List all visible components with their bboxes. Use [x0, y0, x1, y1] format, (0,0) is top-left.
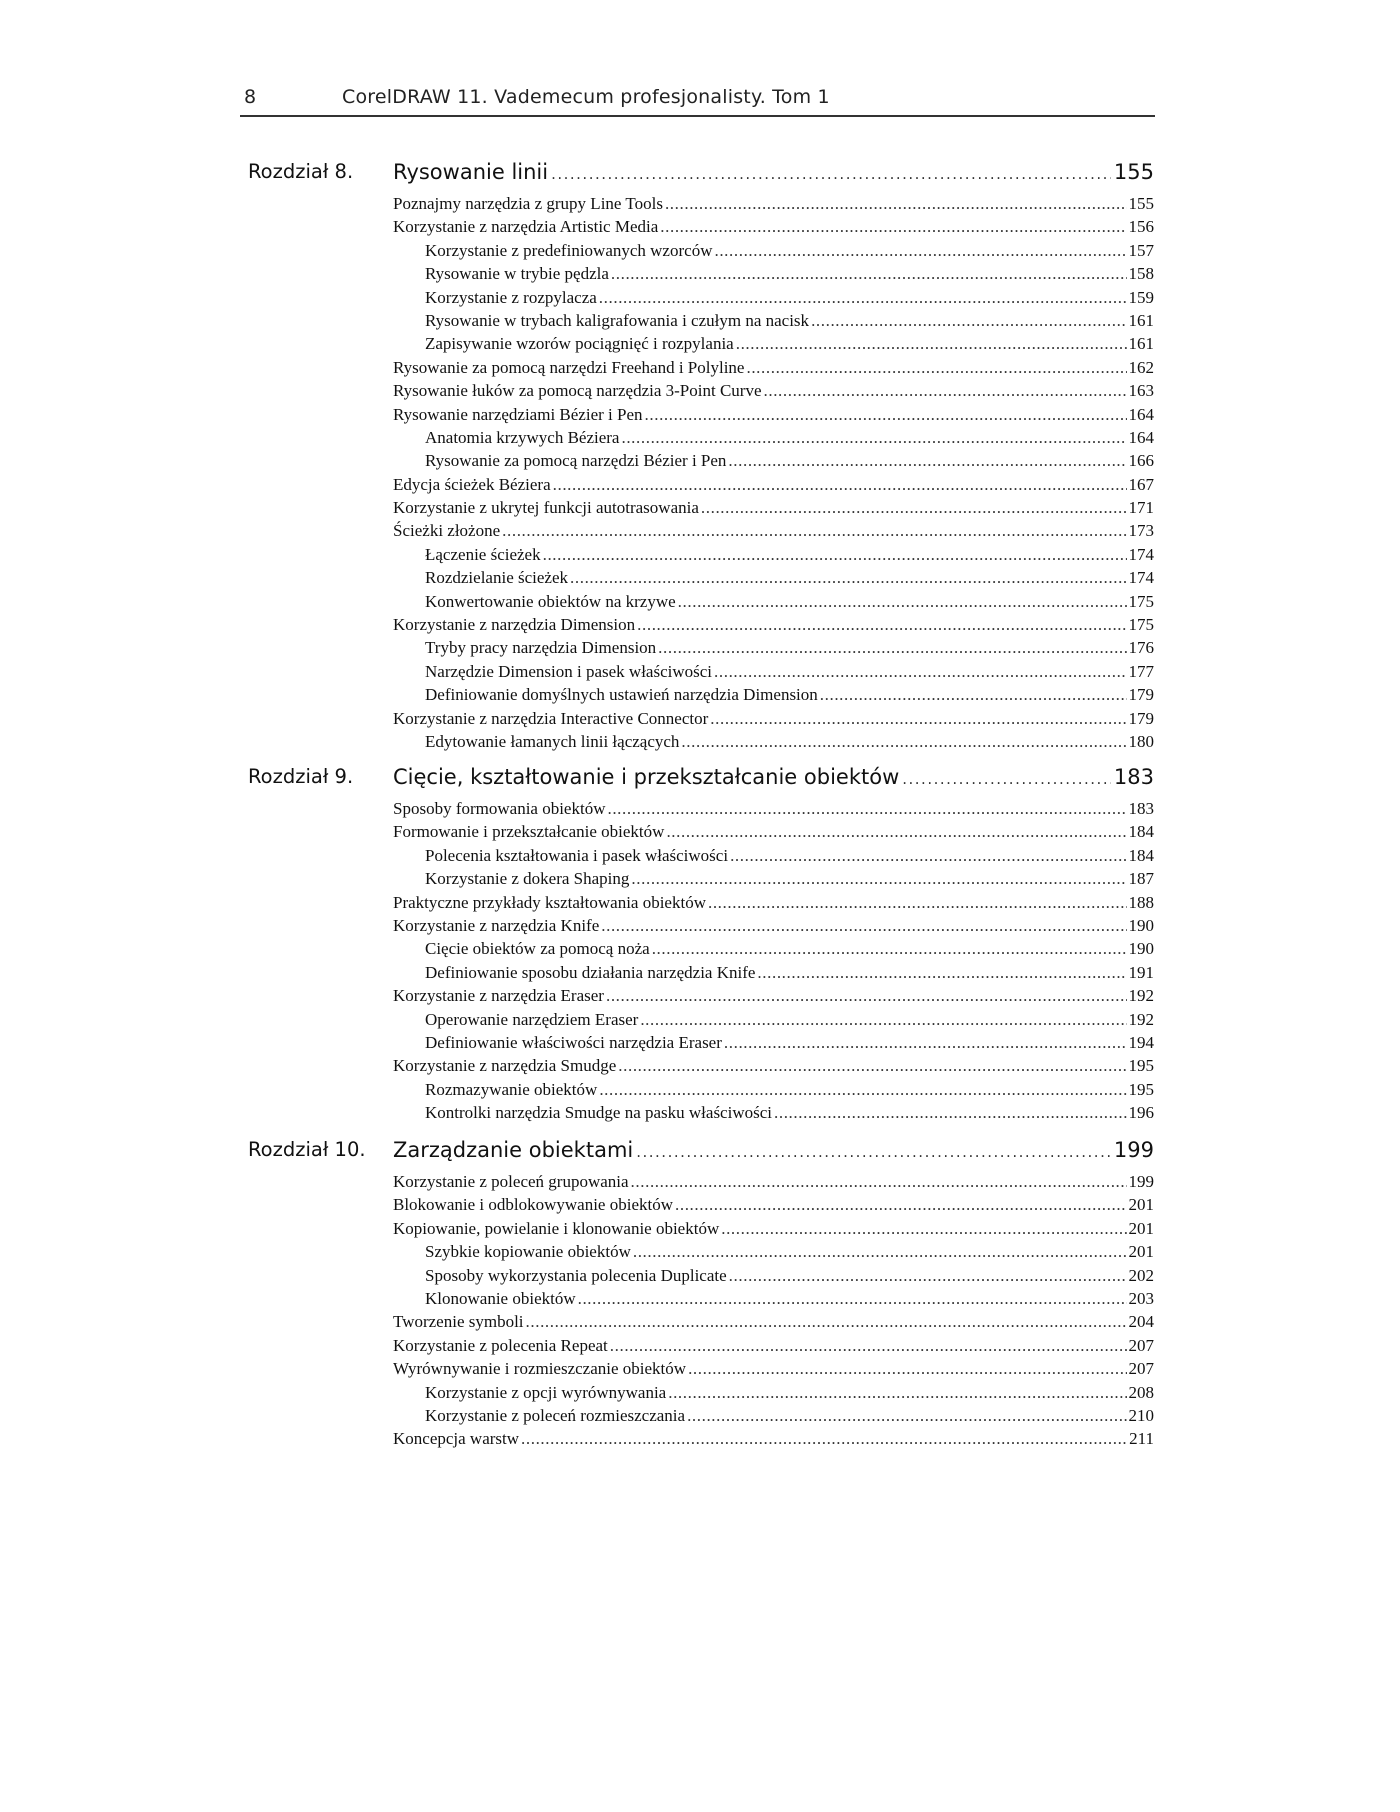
entry-page: 195: [1128, 1079, 1154, 1099]
entry-page: 174: [1128, 544, 1154, 564]
toc-section-entry: [393, 194, 1154, 217]
entry-page: 166: [1128, 451, 1154, 471]
toc-subsection-entry: [425, 545, 1154, 568]
chapter-label: Rozdział 8.: [248, 160, 354, 183]
entry-page: 157: [1128, 240, 1154, 260]
dot-leader: [633, 1242, 1127, 1262]
chapter-title-line: [393, 765, 1154, 789]
chapter-title: Cięcie, kształtowanie i przekształcanie obiektów: [393, 765, 900, 789]
toc-subsection-entry: [425, 592, 1154, 615]
entry-title: Klonowanie obiektów: [425, 1288, 576, 1308]
entry-title: Tryby pracy narzędzia Dimension: [425, 638, 657, 658]
entry-title: Kopiowanie, powielanie i klonowanie obiektów: [393, 1218, 720, 1238]
dot-leader: [746, 358, 1126, 378]
chapter-page: 199: [1113, 1138, 1154, 1162]
toc-section-entry: [393, 1429, 1154, 1452]
dot-leader: [652, 939, 1127, 959]
entry-page: 163: [1128, 381, 1154, 401]
entry-page: 155: [1128, 194, 1154, 213]
entry-page: 175: [1128, 615, 1154, 635]
dot-leader: [665, 194, 1127, 214]
toc-subsection-entry: [425, 1033, 1154, 1056]
entry-title: Korzystanie z narzędzia Dimension: [393, 615, 636, 635]
entry-title: Sposoby formowania obiektów: [393, 799, 606, 818]
dot-leader: [607, 799, 1126, 819]
entry-page: 208: [1128, 1382, 1154, 1402]
toc-subsection-entry: [425, 846, 1154, 869]
dot-leader: [687, 1406, 1126, 1426]
toc-subsection-entry: [425, 311, 1154, 334]
chapter-entries: [248, 1172, 1154, 1453]
chapter-entries: [248, 194, 1154, 755]
entry-page: 203: [1128, 1288, 1154, 1308]
dot-leader: [658, 638, 1126, 658]
dot-leader: [729, 1266, 1127, 1286]
entry-title: Konwertowanie obiektów na krzywe: [425, 591, 676, 611]
toc-section-entry: [393, 1195, 1154, 1218]
toc-section-entry: [393, 498, 1154, 521]
chapter-page: 155: [1113, 160, 1154, 184]
toc-subsection-entry: [425, 1266, 1154, 1289]
entry-page: 158: [1128, 264, 1154, 284]
dot-leader: [599, 1080, 1126, 1100]
entry-title: Łączenie ścieżek: [425, 544, 541, 564]
entry-title: Kontrolki narzędzia Smudge na pasku właściwości: [425, 1103, 772, 1123]
entry-page: 162: [1128, 357, 1154, 377]
dot-leader: [660, 217, 1126, 237]
entry-title: Korzystanie z polecenia Repeat: [393, 1335, 608, 1355]
entry-page: 184: [1128, 822, 1154, 842]
entry-page: 199: [1128, 1172, 1154, 1191]
entry-page: 179: [1128, 685, 1154, 705]
dot-leader: [820, 685, 1127, 705]
entry-page: 192: [1128, 986, 1154, 1006]
dot-leader: [631, 1172, 1127, 1192]
dot-leader: [714, 662, 1126, 682]
dot-leader: [551, 165, 1111, 183]
dot-leader: [521, 1429, 1127, 1449]
dot-leader: [666, 822, 1126, 842]
dot-leader: [730, 846, 1126, 866]
chapter-entries: [248, 799, 1154, 1126]
entry-page: 173: [1128, 521, 1154, 541]
chapter-heading: [248, 160, 1154, 194]
entry-page: 175: [1128, 591, 1154, 611]
dot-leader: [714, 241, 1126, 261]
toc-section-entry: [393, 405, 1154, 428]
entry-title: Korzystanie z opcji wyrównywania: [425, 1382, 667, 1402]
dot-leader: [611, 264, 1127, 284]
entry-page: 161: [1128, 310, 1154, 330]
entry-title: Rysowanie w trybie pędzla: [425, 264, 609, 284]
dot-leader: [678, 592, 1127, 612]
dot-leader: [902, 770, 1111, 788]
entry-title: Rozmazywanie obiektów: [425, 1079, 598, 1099]
entry-page: 207: [1128, 1359, 1154, 1379]
toc-subsection-entry: [425, 963, 1154, 986]
entry-title: Wyrównywanie i rozmieszczanie obiektów: [393, 1359, 687, 1379]
dot-leader: [621, 428, 1126, 448]
chapter-title-line: [393, 160, 1154, 184]
entry-page: 194: [1128, 1032, 1154, 1052]
entry-page: 204: [1128, 1312, 1154, 1332]
entry-title: Narzędzie Dimension i pasek właściwości: [425, 661, 713, 681]
toc-subsection-entry: [425, 288, 1154, 311]
toc-subsection-entry: [425, 1080, 1154, 1103]
entry-title: Rysowanie w trybach kaligrafowania i czułym na nacisk: [425, 310, 810, 330]
entry-page: 201: [1128, 1242, 1154, 1262]
page-number: 8: [244, 86, 257, 108]
toc-subsection-entry: [425, 241, 1154, 264]
dot-leader: [736, 334, 1127, 354]
entry-page: 164: [1128, 404, 1154, 424]
dot-leader: [618, 1056, 1126, 1076]
toc-section-entry: [393, 1312, 1154, 1335]
chapter-label: Rozdział 10.: [248, 1138, 366, 1161]
dot-leader: [610, 1336, 1127, 1356]
dot-leader: [710, 709, 1126, 729]
toc-subsection-entry: [425, 638, 1154, 661]
toc-section-entry: [393, 1336, 1154, 1359]
toc-section-entry: [393, 1359, 1154, 1382]
dot-leader: [724, 1033, 1127, 1053]
chapter-title-line: [393, 1138, 1154, 1162]
chapter-title: Zarządzanie obiektami: [393, 1138, 634, 1162]
entry-title: Tworzenie symboli: [393, 1312, 524, 1332]
entry-page: 211: [1129, 1429, 1154, 1449]
entry-page: 171: [1128, 498, 1154, 518]
entry-title: Cięcie obiektów za pomocą noża: [425, 939, 650, 959]
entry-title: Korzystanie z narzędzia Smudge: [393, 1056, 617, 1076]
toc-subsection-entry: [425, 428, 1154, 451]
entry-title: Korzystanie z poleceń grupowania: [393, 1172, 629, 1191]
toc-subsection-entry: [425, 1010, 1154, 1033]
entry-title: Korzystanie z ukrytej funkcji autotrasowania: [393, 498, 699, 518]
dot-leader: [688, 1359, 1126, 1379]
toc-section-entry: [393, 986, 1154, 1009]
chapter-label: Rozdział 9.: [248, 765, 354, 788]
entry-page: 184: [1128, 845, 1154, 865]
dot-leader: [637, 615, 1126, 635]
entry-title: Polecenia kształtowania i pasek właściwości: [425, 845, 729, 865]
entry-title: Koncepcja warstw: [393, 1429, 520, 1449]
dot-leader: [599, 288, 1127, 308]
entry-title: Korzystanie z rozpylacza: [425, 287, 597, 307]
toc-section-entry: [393, 1056, 1154, 1079]
entry-title: Zapisywanie wzorów pociągnięć i rozpylania: [425, 334, 734, 354]
entry-page: 180: [1128, 731, 1154, 751]
entry-title: Szybkie kopiowanie obiektów: [425, 1242, 631, 1262]
dot-leader: [640, 1010, 1126, 1030]
dot-leader: [675, 1195, 1127, 1215]
entry-page: 174: [1128, 568, 1154, 588]
dot-leader: [502, 521, 1126, 541]
toc-section-entry: [393, 475, 1154, 498]
entry-title: Ścieżki złożone: [393, 521, 501, 541]
dot-leader: [526, 1312, 1127, 1332]
chapter-page: 183: [1113, 765, 1154, 789]
entry-title: Korzystanie z narzędzia Interactive Connector: [393, 708, 709, 728]
entry-page: 156: [1128, 217, 1154, 237]
entry-page: 210: [1128, 1405, 1154, 1425]
chapter-10: [248, 1138, 1154, 1453]
entry-page: 179: [1128, 708, 1154, 728]
toc-section-entry: [393, 893, 1154, 916]
entry-title: Rysowanie za pomocą narzędzi Freehand i Polyline: [393, 357, 745, 377]
entry-title: Korzystanie z poleceń rozmieszczania: [425, 1405, 686, 1425]
dot-leader: [636, 1143, 1111, 1161]
dot-leader: [543, 545, 1127, 565]
entry-title: Definiowanie właściwości narzędzia Eraser: [425, 1032, 722, 1052]
entry-title: Korzystanie z narzędzia Eraser: [393, 986, 604, 1006]
toc-subsection-entry: [425, 1242, 1154, 1265]
entry-title: Rysowanie za pomocą narzędzi Bézier i Pen: [425, 451, 727, 471]
toc-section-entry: [393, 799, 1154, 822]
dot-leader: [708, 893, 1127, 913]
entry-page: 164: [1128, 427, 1154, 447]
entry-page: 177: [1128, 661, 1154, 681]
entry-title: Formowanie i przekształcanie obiektów: [393, 822, 665, 842]
dot-leader: [701, 498, 1127, 518]
dot-leader: [811, 311, 1126, 331]
entry-title: Korzystanie z narzędzia Artistic Media: [393, 217, 659, 237]
entry-title: Edytowanie łamanych linii łączących: [425, 731, 680, 751]
chapter-heading: [248, 765, 1154, 799]
toc-section-entry: [393, 358, 1154, 381]
entry-page: 196: [1128, 1103, 1154, 1123]
toc-section-entry: [393, 709, 1154, 732]
dot-leader: [774, 1103, 1127, 1123]
entry-title: Korzystanie z narzędzia Knife: [393, 915, 600, 935]
entry-title: Definiowanie domyślnych ustawień narzędzia Dimension: [425, 685, 818, 705]
entry-title: Rysowanie łuków za pomocą narzędzia 3-Point Curve: [393, 381, 762, 401]
entry-title: Blokowanie i odblokowywanie obiektów: [393, 1195, 673, 1215]
entry-title: Poznajmy narzędzia z grupy Line Tools: [393, 194, 663, 213]
toc-subsection-entry: [425, 939, 1154, 962]
dot-leader: [721, 1219, 1126, 1239]
dot-leader: [668, 1383, 1126, 1403]
entry-title: Edycja ścieżek Béziera: [393, 474, 551, 494]
toc-section-entry: [393, 822, 1154, 845]
chapter-title: Rysowanie linii: [393, 160, 549, 184]
dot-leader: [764, 381, 1127, 401]
dot-leader: [578, 1289, 1127, 1309]
entry-title: Praktyczne przykłady kształtowania obiektów: [393, 892, 706, 912]
book-title: CorelDRAW 11. Vademecum profesjonalisty. Tom 1: [342, 86, 830, 108]
dot-leader: [601, 916, 1126, 936]
entry-page: 159: [1128, 287, 1154, 307]
toc-subsection-entry: [425, 869, 1154, 892]
toc-subsection-entry: [425, 1103, 1154, 1126]
toc-subsection-entry: [425, 1406, 1154, 1429]
dot-leader: [606, 986, 1127, 1006]
entry-title: Korzystanie z dokera Shaping: [425, 869, 630, 889]
chapter-9: [248, 765, 1154, 1126]
entry-page: 167: [1128, 474, 1154, 494]
dot-leader: [570, 568, 1126, 588]
entry-page: 202: [1128, 1265, 1154, 1285]
entry-page: 192: [1128, 1009, 1154, 1029]
dot-leader: [553, 475, 1127, 495]
toc-section-entry: [393, 381, 1154, 404]
entry-page: 201: [1128, 1195, 1154, 1215]
entry-page: 176: [1128, 638, 1154, 658]
entry-title: Anatomia krzywych Béziera: [425, 427, 620, 447]
dot-leader: [645, 405, 1127, 425]
entry-title: Sposoby wykorzystania polecenia Duplicate: [425, 1265, 727, 1285]
toc-subsection-entry: [425, 685, 1154, 708]
dot-leader: [631, 869, 1126, 889]
entry-title: Rozdzielanie ścieżek: [425, 568, 569, 588]
toc-subsection-entry: [425, 1383, 1154, 1406]
entry-page: 195: [1128, 1056, 1154, 1076]
entry-page: 201: [1128, 1218, 1154, 1238]
dot-leader: [681, 732, 1126, 752]
chapter-heading: [248, 1138, 1154, 1172]
entry-title: Rysowanie narzędziami Bézier i Pen: [393, 404, 643, 424]
toc-subsection-entry: [425, 451, 1154, 474]
toc-subsection-entry: [425, 662, 1154, 685]
toc-section-entry: [393, 521, 1154, 544]
entry-title: Korzystanie z predefiniowanych wzorców: [425, 240, 713, 260]
entry-page: 207: [1128, 1335, 1154, 1355]
toc-section-entry: [393, 1219, 1154, 1242]
toc-subsection-entry: [425, 334, 1154, 357]
entry-page: 190: [1128, 915, 1154, 935]
entry-title: Operowanie narzędziem Eraser: [425, 1009, 639, 1029]
toc-section-entry: [393, 217, 1154, 240]
toc-subsection-entry: [425, 568, 1154, 591]
toc-subsection-entry: [425, 264, 1154, 287]
entry-page: 161: [1128, 334, 1154, 354]
toc-subsection-entry: [425, 732, 1154, 755]
dot-leader: [728, 451, 1126, 471]
toc-section-entry: [393, 916, 1154, 939]
entry-page: 183: [1128, 799, 1154, 818]
entry-page: 188: [1128, 892, 1154, 912]
toc-subsection-entry: [425, 1289, 1154, 1312]
toc-section-entry: [393, 615, 1154, 638]
entry-page: 187: [1128, 869, 1154, 889]
chapter-8: [248, 160, 1154, 755]
entry-title: Definiowanie sposobu działania narzędzia Knife: [425, 962, 756, 982]
header-rule: [240, 115, 1155, 117]
toc-section-entry: [393, 1172, 1154, 1195]
dot-leader: [757, 963, 1126, 983]
entry-page: 191: [1128, 962, 1154, 982]
entry-page: 190: [1128, 939, 1154, 959]
